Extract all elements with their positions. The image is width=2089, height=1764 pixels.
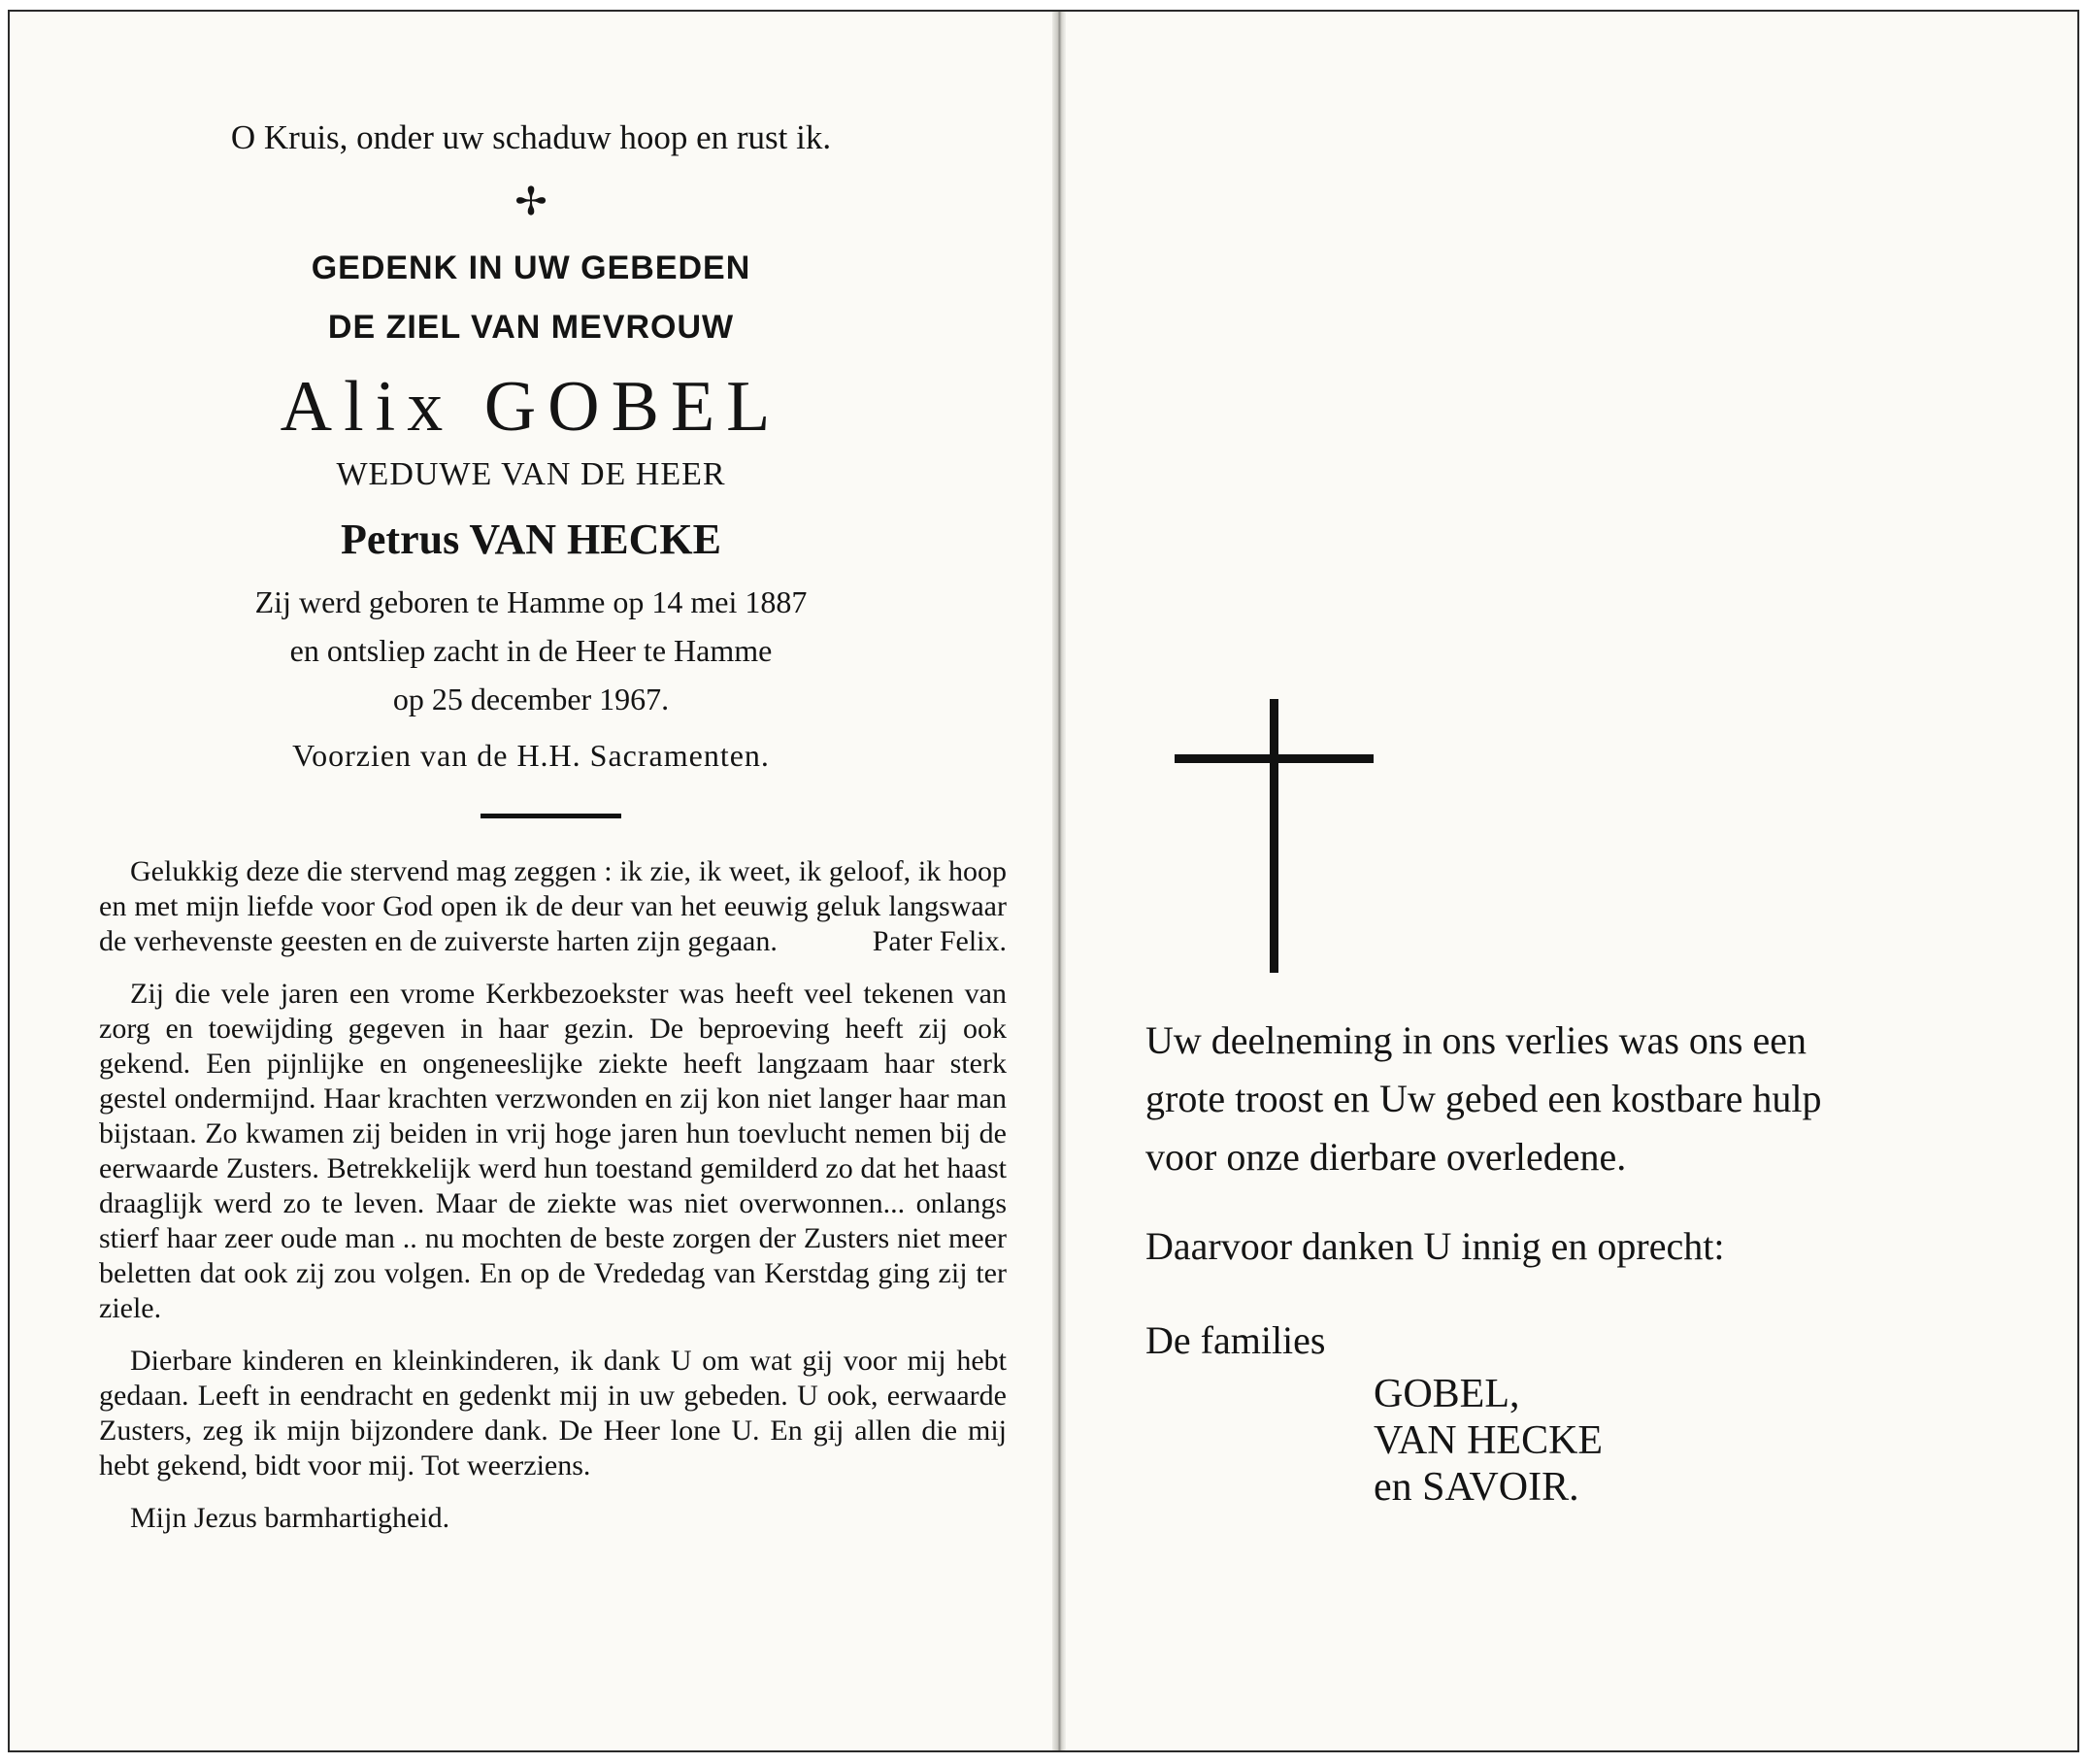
sacraments-line: Voorzien van de H.H. Sacramenten. <box>292 738 770 773</box>
motto: O Kruis, onder uw schaduw hoop en rust ik. <box>230 118 832 156</box>
family-gobel: GOBEL, <box>1374 1372 1520 1416</box>
quote-paragraph <box>99 854 1007 959</box>
death-line: en ontsliep zacht in de Heer te Hamme <box>289 633 773 668</box>
widow-of-line: WEDUWE VAN DE HEER <box>336 456 726 492</box>
divider-rule <box>481 814 621 818</box>
death-date: op 25 december 1967. <box>392 682 670 716</box>
card-fold <box>1052 12 1066 1750</box>
text-body <box>99 854 1007 1553</box>
small-cross-icon: ✢ <box>514 180 547 223</box>
quote-text: Gelukkig deze die stervend mag zeggen : ik zie, ik weet, ik geloof, ik hoop en met mijn liefde voor God open ik de deur van het eeuwig geluk langswaar de verhevenste geesten en de zuiverste harten zijn gegaan. <box>99 855 1007 957</box>
left-panel <box>10 12 1052 1750</box>
remember-line-1: GEDENK IN UW GEBEDEN <box>311 250 751 286</box>
birth-line: Zij werd geboren te Hamme op 14 mei 1887 <box>254 584 808 619</box>
thanks-line-1: Uw deelneming in ons verlies was ons een <box>1145 1018 1807 1062</box>
remember-line-2: DE ZIEL VAN MEVROUW <box>327 309 735 346</box>
husband-name: Petrus VAN HECKE <box>341 516 721 563</box>
thanks-line-2: grote troost en Uw gebed een kostbare hulp <box>1145 1077 1822 1120</box>
closing-prayer: Mijn Jezus barmhartigheid. <box>130 1502 450 1534</box>
life-paragraph: Zij die vele jaren een vrome Kerkbezoekster was heeft veel tekenen van zorg en toewijding gegeven in haar gezin. De beproeving heeft zij ook gekend. Een pijnlijke en ongeneeslijke ziekte heeft langzaam haar sterk gestel ondermijnd. Haar krachten verzwonden en zij kon niet langer haar man bijstaan. Zo kwamen zij beiden in vrij hoge jaren hun toevlucht nemen bij de eerwaarde Zusters. Betrekkelijk werd hun toestand gemilderd zo dat het haast draaglijk werd zo te leven. Maar de ziekte was niet overwonnen... onlangs stierf haar zeer oude man .. nu mochten de beste zorgen der Zusters niet meer beletten dat ook zij zou volgen. En op de Vrededag van Kerstdag ging zij ter ziele. <box>99 978 1007 1324</box>
thanks-line-3: voor onze dierbare overledene. <box>1145 1135 1627 1179</box>
deceased-name: Alix GOBEL <box>280 367 782 447</box>
thanks-message <box>1145 1012 2019 1186</box>
memorial-card <box>8 10 2079 1752</box>
families-label: De families <box>1145 1318 1326 1362</box>
large-cross-icon <box>1175 699 1374 973</box>
family-van-hecke: VAN HECKE <box>1374 1418 1604 1463</box>
family-names <box>1374 1371 1603 1511</box>
gratitude-line: Daarvoor danken U innig en oprecht: <box>1145 1224 1725 1268</box>
farewell-paragraph: Dierbare kinderen en kleinkinderen, ik dank U om wat gij voor mij hebt gedaan. Leeft in eendracht en gedenkt mij in uw gebeden. U ook, eerwaarde Zusters, zeg ik mijn bijzondere dank. De Heer lone U. En gij allen die mij hebt gekend, bidt voor mij. Tot weerziens. <box>99 1345 1007 1481</box>
quote-signature: Pater Felix. <box>872 925 1007 957</box>
family-savoir: en SAVOIR. <box>1374 1465 1579 1510</box>
